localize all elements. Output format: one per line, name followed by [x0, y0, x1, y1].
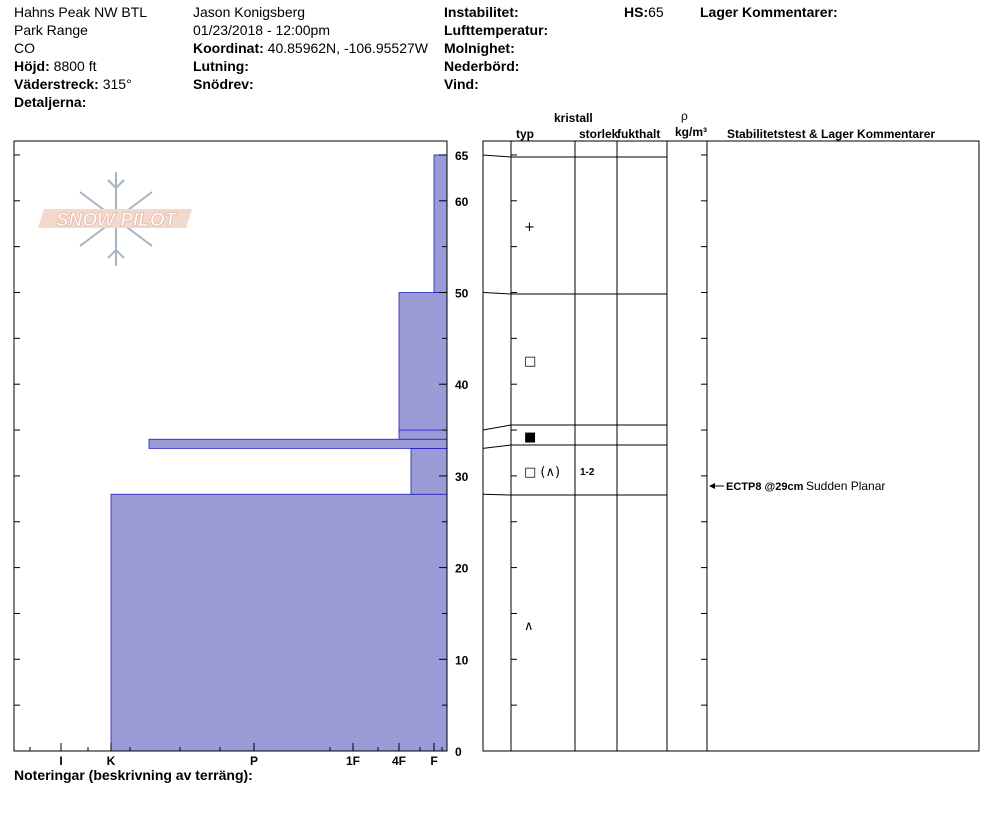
elevation-label: Höjd: [14, 58, 50, 74]
layer-comments-label: Lager Kommentarer: [700, 4, 838, 20]
snowpilot-logo [38, 172, 192, 266]
drift-label: Snödrev: [193, 76, 254, 92]
logo-text: SNOW PILOT [55, 210, 177, 231]
grain-symbol-2: ■ [524, 430, 537, 445]
grain-size-3: 1-2 [580, 467, 595, 478]
connector-65 [483, 155, 511, 157]
connector-50 [483, 293, 511, 295]
x-tick-label-I: I [59, 754, 63, 768]
test-arrow-head [709, 483, 715, 489]
hardness-bar-3 [399, 430, 447, 439]
col-size: storlek [579, 127, 619, 141]
connector-35 [483, 425, 511, 430]
slope-label: Lutning: [193, 58, 249, 74]
instability-label: Instabilitet: [444, 4, 519, 20]
y-tick-label-40: 40 [455, 378, 469, 393]
y-tick-label-65: 65 [455, 148, 469, 163]
test-code: ECTP8 @29cm [726, 481, 804, 493]
grain-symbol-0: + [524, 220, 535, 235]
aspect-label: Väderstreck: [14, 76, 99, 92]
x-tick-label-K: K [106, 754, 116, 768]
notes-label: Noteringar (beskrivning av terräng): [14, 767, 253, 783]
airtemp-label: Lufttemperatur: [444, 22, 549, 38]
connector-28 [483, 494, 511, 495]
y-tick-label-30: 30 [455, 469, 469, 484]
location: Hahns Peak NW BTL [14, 4, 148, 20]
y-tick-label-10: 10 [455, 653, 469, 668]
y-tick-label-0: 0 [455, 745, 462, 759]
precip-label: Nederbörd: [444, 58, 520, 74]
x-tick-label-1F: 1F [345, 754, 361, 768]
coord-label: Koordinat: [193, 40, 264, 56]
hs-value: 65 [648, 4, 664, 20]
x-tick-label-4F: 4F [391, 754, 407, 768]
col-crystal: kristall [554, 111, 593, 125]
grain-symbol-4: ∧ [524, 619, 534, 634]
aspect-value: 315° [102, 76, 132, 92]
details-label: Detaljerna: [14, 94, 87, 110]
y-tick-label-50: 50 [455, 286, 469, 301]
col-type: typ [516, 127, 534, 141]
col-moisture: fukthalt [617, 127, 661, 141]
elevation-value: 8800 ft [53, 58, 97, 74]
hardness-bar-4 [399, 293, 447, 431]
test-comment: Sudden Planar [806, 479, 886, 493]
wind-label: Vind: [444, 76, 479, 92]
connector-33 [483, 445, 511, 448]
hardness-bar-5 [434, 155, 447, 293]
y-tick-label-60: 60 [455, 194, 469, 209]
x-tick-label-F: F [430, 754, 438, 768]
clouds-label: Molnighet: [444, 40, 515, 56]
datetime: 01/23/2018 - 12:00pm [193, 22, 330, 38]
state: CO [14, 40, 35, 56]
col-rho: ρ [681, 109, 688, 123]
col-stability: Stabilitetstest & Lager Kommentarer [727, 127, 936, 141]
hs-label: HS: [624, 4, 649, 20]
hardness-bar-0 [111, 494, 447, 751]
grain-symbol-3: □ (∧) [524, 465, 561, 480]
y-tick-label-20: 20 [455, 561, 469, 576]
coord-value: 40.85962N, -106.95527W [267, 40, 428, 56]
layer-table-frame [483, 141, 979, 751]
x-tick-label-P: P [249, 754, 259, 768]
col-density-unit: kg/m³ [675, 125, 708, 139]
observer: Jason Konigsberg [193, 4, 306, 20]
hardness-bar-2 [149, 439, 447, 448]
grain-symbol-1: □ [524, 354, 537, 369]
hardness-bar-1 [411, 448, 447, 494]
range: Park Range [14, 22, 88, 38]
